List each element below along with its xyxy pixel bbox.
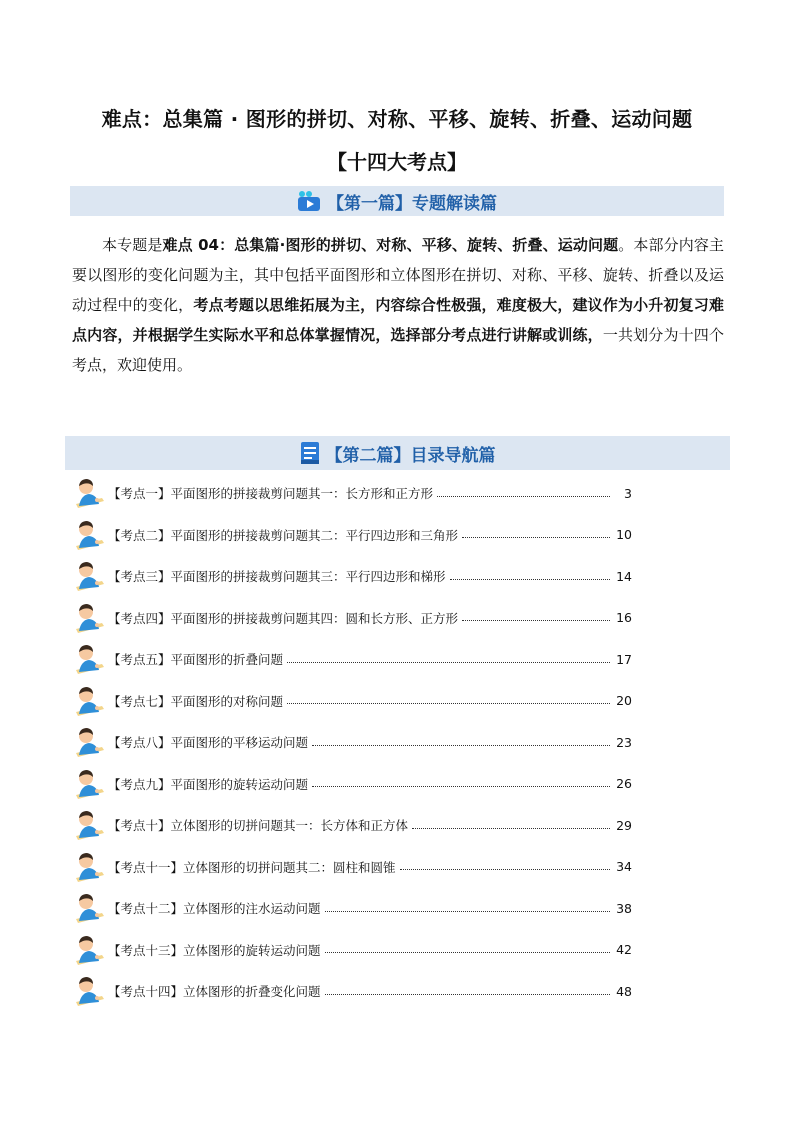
student-avatar-icon xyxy=(72,850,106,884)
student-avatar-icon xyxy=(72,725,106,759)
student-avatar-icon xyxy=(72,808,106,842)
toc-page-number: 23 xyxy=(616,734,632,750)
leader-dots xyxy=(325,952,610,953)
leader-dots xyxy=(312,786,610,787)
toc-item-label: 【考点十】立体图形的切拼问题其一：长方体和正方体 xyxy=(108,818,409,833)
toc-item[interactable] xyxy=(72,974,632,1008)
leader-dots xyxy=(437,496,610,497)
section-header-toc xyxy=(65,436,730,470)
toc-item[interactable] xyxy=(72,518,632,552)
toc-item[interactable] xyxy=(72,559,632,593)
student-avatar-icon xyxy=(72,559,106,593)
toc-page-number: 14 xyxy=(616,568,632,584)
toc-item-label: 【考点九】平面图形的旋转运动问题 xyxy=(108,776,309,792)
toc-page-number: 29 xyxy=(616,817,632,833)
student-avatar-icon xyxy=(72,767,106,801)
page-title: 难点：总集篇 · 图形的拼切、对称、平移、旋转、折叠、运动问题 xyxy=(101,107,693,131)
leader-dots xyxy=(462,620,610,621)
leader-dots xyxy=(400,869,610,870)
intro-bold-advice: 考点考题以思维拓展为主，内容综合性极强，难度极大，建议作为小升初复习难点内容，并根据学生实际水平和总体掌握情况，选择部分考点进行讲解或训练， xyxy=(72,296,724,344)
intro-paragraph xyxy=(72,230,724,380)
leader-dots xyxy=(287,662,610,663)
toc-item-label: 【考点四】平面图形的拼接裁剪问题其四：圆和长方形、正方形 xyxy=(108,610,459,626)
toc-item-label: 【考点七】平面图形的对称问题 xyxy=(108,693,284,709)
leader-dots xyxy=(312,745,610,746)
page-subtitle: 【十四大考点】 xyxy=(327,150,467,174)
student-avatar-icon xyxy=(72,974,106,1008)
leader-dots xyxy=(325,911,610,912)
toc-page-number: 34 xyxy=(616,859,632,874)
toc-item-label: 【考点十四】立体图形的折叠变化问题 xyxy=(108,984,321,999)
toc-page-number: 16 xyxy=(616,610,632,625)
toc-item[interactable] xyxy=(72,850,632,884)
toc-item[interactable] xyxy=(72,891,632,925)
student-avatar-icon xyxy=(72,933,106,967)
toc-item-label: 【考点一】平面图形的拼接裁剪问题其一：长方形和正方形 xyxy=(108,486,434,501)
toc-page-number: 3 xyxy=(624,485,632,501)
section-header-reading xyxy=(70,186,724,216)
toc-page-number: 48 xyxy=(616,983,632,999)
toc-item-label: 【考点五】平面图形的折叠问题 xyxy=(108,652,284,667)
toc-page-number: 10 xyxy=(616,527,632,542)
toc-item-label: 【考点十二】立体图形的注水运动问题 xyxy=(108,901,321,916)
section-title: 【第一篇】专题解读篇 xyxy=(327,193,497,214)
document-icon xyxy=(300,441,320,465)
section-title: 【第二篇】目录导航篇 xyxy=(325,445,496,466)
leader-dots xyxy=(325,994,610,995)
toc-item-label: 【考点十三】立体图形的旋转运动问题 xyxy=(108,942,321,958)
student-avatar-icon xyxy=(72,684,106,718)
intro-bold-topic: 难点 04：总集篇·图形的拼切、对称、平移、旋转、折叠、运动问题 xyxy=(162,236,619,254)
leader-dots xyxy=(450,579,610,580)
toc-item[interactable] xyxy=(72,767,632,801)
toc-page-number: 20 xyxy=(616,693,632,708)
toc-page-number: 38 xyxy=(616,900,632,916)
toc-page-number: 42 xyxy=(616,942,632,957)
toc-item[interactable] xyxy=(72,684,632,718)
toc-item[interactable] xyxy=(72,642,632,676)
toc-item-label: 【考点二】平面图形的拼接裁剪问题其二：平行四边形和三角形 xyxy=(108,527,459,543)
intro-text: 。本部分内容主要以图形的变化问题为主，其中包括平面图形和立体图形在拼切、对称、平移、旋转、折叠以及运动过程中的变化， xyxy=(72,236,724,314)
student-avatar-icon xyxy=(72,518,106,552)
leader-dots xyxy=(287,703,610,704)
leader-dots xyxy=(462,537,610,538)
intro-text: 一共划分为十四个考点，欢迎使用。 xyxy=(72,326,724,374)
student-avatar-icon xyxy=(72,601,106,635)
toc-page-number: 17 xyxy=(616,651,632,667)
leader-dots xyxy=(412,828,610,829)
toc-item[interactable] xyxy=(72,476,632,510)
toc-page-number: 26 xyxy=(616,776,632,791)
toc-item[interactable] xyxy=(72,808,632,842)
student-avatar-icon xyxy=(72,642,106,676)
student-avatar-icon xyxy=(72,476,106,510)
student-avatar-icon xyxy=(72,891,106,925)
video-icon xyxy=(297,190,323,212)
toc-item[interactable] xyxy=(72,601,632,635)
toc-item-label: 【考点八】平面图形的平移运动问题 xyxy=(108,735,309,750)
toc-item[interactable] xyxy=(72,933,632,967)
intro-text: 本专题是 xyxy=(102,236,163,254)
toc-item[interactable] xyxy=(72,725,632,759)
toc-item-label: 【考点三】平面图形的拼接裁剪问题其三：平行四边形和梯形 xyxy=(108,569,446,584)
toc-item-label: 【考点十一】立体图形的切拼问题其二：圆柱和圆锥 xyxy=(108,859,396,875)
